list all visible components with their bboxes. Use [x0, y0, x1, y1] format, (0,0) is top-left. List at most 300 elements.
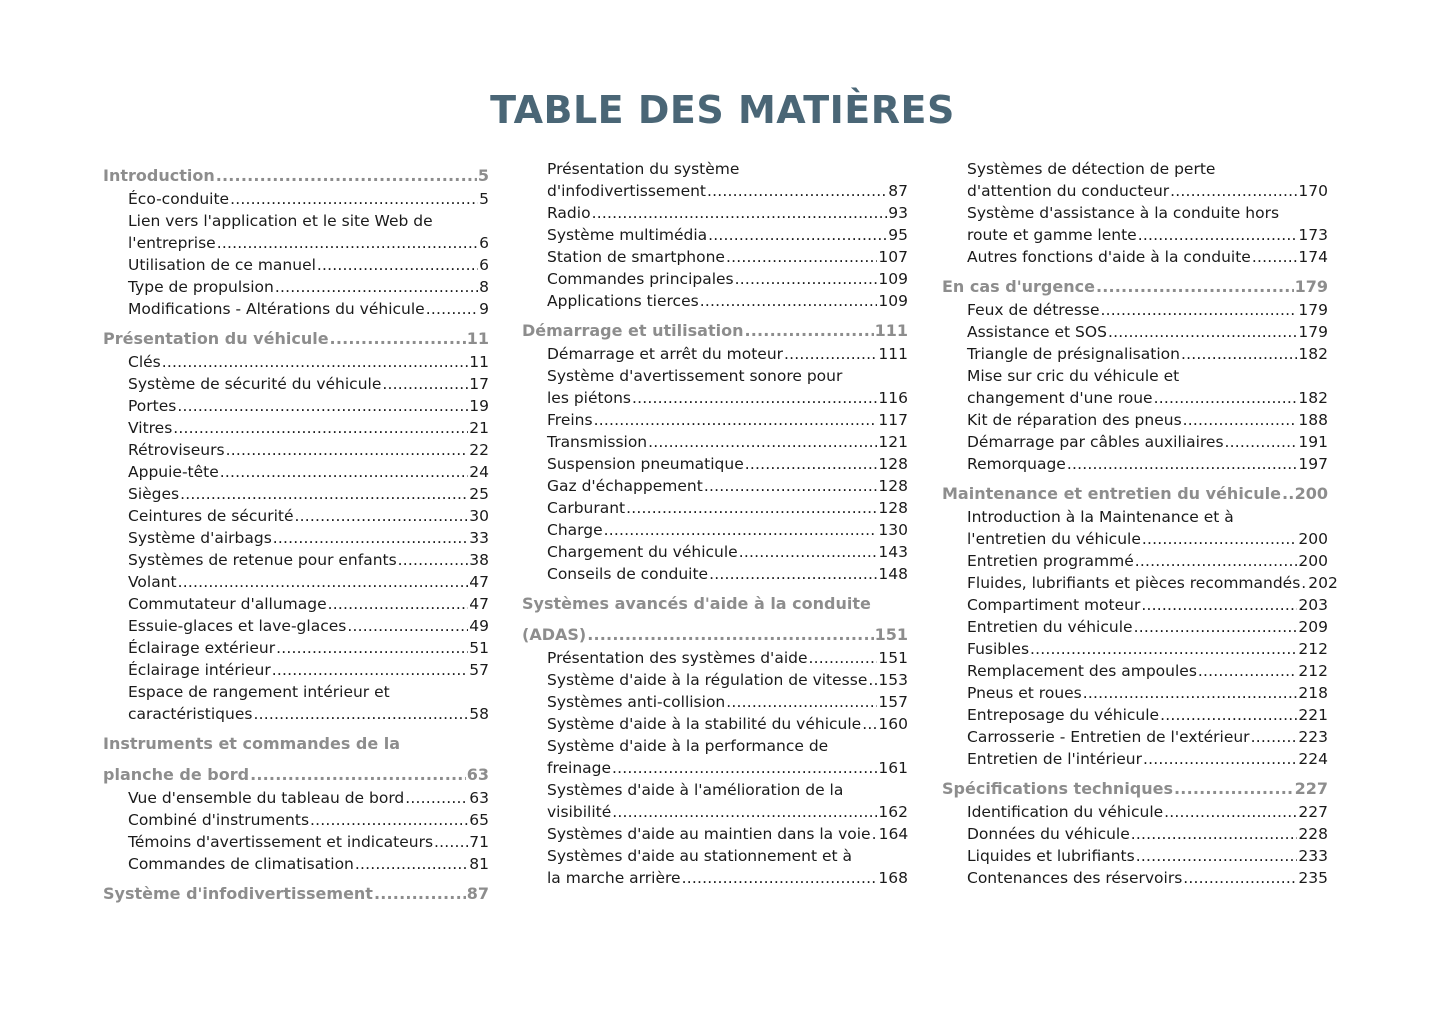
toc-item[interactable] [942, 387, 1328, 409]
toc-page-number: 8 [479, 278, 489, 296]
dot-leader [173, 417, 468, 439]
toc-page-number: 191 [1298, 433, 1328, 451]
toc-entry-label: Systèmes d'aide au maintien dans la voie [547, 825, 871, 843]
toc-entry-label: Pneus et roues [967, 684, 1082, 702]
toc-item[interactable] [522, 246, 908, 268]
toc-entry-label: Suspension pneumatique [547, 455, 744, 473]
toc-page-number: 107 [878, 248, 908, 266]
toc-item[interactable] [522, 563, 908, 585]
toc-page-number: 117 [878, 411, 908, 429]
toc-item[interactable] [942, 726, 1328, 748]
toc-entry-label: Données du véhicule [967, 825, 1130, 843]
toc-column-1 [103, 158, 489, 906]
dot-leader [398, 549, 469, 571]
toc-item-label-continued: Système d'assistance à la conduite hors [967, 204, 1280, 222]
toc-page-number: 19 [469, 397, 489, 415]
dot-leader [328, 593, 469, 615]
toc-item-label-continued: Système d'avertissement sonore pour [547, 367, 843, 385]
toc-item[interactable] [103, 298, 489, 320]
dot-leader [272, 659, 469, 681]
toc-item[interactable] [522, 713, 908, 735]
toc-item[interactable] [942, 431, 1328, 453]
toc-item[interactable] [103, 637, 489, 659]
dot-leader [426, 298, 478, 320]
toc-item[interactable] [522, 431, 908, 453]
toc-page-number: 168 [878, 869, 908, 887]
toc-item[interactable] [103, 505, 489, 527]
toc-item[interactable] [522, 541, 908, 563]
toc-entry-label: Système multimédia [547, 226, 708, 244]
toc-item[interactable] [103, 351, 489, 373]
toc-page-number: 188 [1298, 411, 1328, 429]
toc-page-number: 111 [878, 345, 908, 363]
toc-page-number: 6 [479, 256, 489, 274]
toc-item[interactable] [103, 831, 489, 853]
toc-item[interactable] [522, 224, 908, 246]
toc-item[interactable] [942, 453, 1328, 475]
dot-leader [382, 373, 468, 395]
dot-leader [1183, 409, 1298, 431]
toc-item[interactable] [103, 232, 489, 254]
toc-entry-label: Contenances des réservoirs [967, 869, 1183, 887]
toc-entry-label: En cas d'urgence [942, 277, 1095, 296]
toc-page-number: 218 [1298, 684, 1328, 702]
toc-item[interactable] [103, 461, 489, 483]
dot-leader [700, 290, 878, 312]
toc-item[interactable] [942, 801, 1328, 823]
toc-entry-label: Gaz d'échappement [547, 477, 703, 495]
toc-page-number: 63 [469, 789, 489, 807]
dot-leader [1134, 616, 1298, 638]
toc-page-number: 11 [466, 329, 489, 348]
toc-entry-label: Liquides et lubrifiants [967, 847, 1135, 865]
toc-page-number: 209 [1298, 618, 1328, 636]
toc-item[interactable] [942, 660, 1328, 682]
dot-leader [708, 224, 887, 246]
toc-item[interactable] [103, 703, 489, 725]
dot-leader [726, 246, 877, 268]
toc-page-number: 81 [469, 855, 489, 873]
toc-item[interactable] [942, 528, 1328, 550]
toc-entry-label: Charge [547, 521, 603, 539]
dot-leader [1164, 801, 1297, 823]
dot-leader [1135, 550, 1298, 572]
toc-entry-label: Type de propulsion [128, 278, 274, 296]
toc-section[interactable] [103, 327, 489, 351]
toc-item[interactable] [103, 853, 489, 875]
toc-page-number: 200 [1298, 552, 1328, 570]
toc-page-number: 128 [878, 477, 908, 495]
toc-item[interactable] [103, 417, 489, 439]
toc-item[interactable] [522, 801, 908, 823]
toc-item[interactable] [942, 845, 1328, 867]
toc-item[interactable] [942, 748, 1328, 770]
toc-entry-label: d'attention du conducteur [967, 182, 1170, 200]
dot-leader [374, 882, 466, 906]
dot-leader [177, 395, 468, 417]
dot-leader [872, 823, 878, 845]
toc-page-number: 109 [878, 270, 908, 288]
toc-item[interactable] [522, 647, 908, 669]
toc-entry-label: Vue d'ensemble du tableau de bord [128, 789, 405, 807]
toc-section[interactable] [103, 882, 489, 906]
dot-leader [1301, 572, 1307, 594]
page-title: TABLE DES MATIÈRES [490, 88, 955, 132]
dot-leader [220, 461, 468, 483]
toc-entry-label: Système d'airbags [128, 529, 272, 547]
toc-page-number: 179 [1298, 323, 1328, 341]
toc-item[interactable] [942, 343, 1328, 365]
dot-leader [355, 853, 468, 875]
toc-item[interactable] [942, 704, 1328, 726]
toc-item[interactable] [522, 453, 908, 475]
toc-entry-label: Triangle de présignalisation [967, 345, 1180, 363]
toc-entry-label: Système d'infodivertissement [103, 884, 373, 903]
toc-entry-label: Chargement du véhicule [547, 543, 738, 561]
toc-section[interactable] [522, 623, 908, 647]
toc-page-number: 233 [1298, 847, 1328, 865]
toc-section-heading[interactable]: Instruments et commandes de la [103, 734, 401, 753]
dot-leader [1181, 343, 1297, 365]
toc-item[interactable] [522, 867, 908, 889]
toc-item-label-continued: Système d'aide à la performance de [547, 737, 829, 755]
dot-leader [405, 787, 468, 809]
toc-page-number: 160 [878, 715, 908, 733]
toc-page-number: 21 [469, 419, 489, 437]
toc-item[interactable] [522, 180, 908, 202]
dot-leader [1252, 246, 1298, 268]
dot-leader [1154, 387, 1298, 409]
toc-item-label-continued: Espace de rangement intérieur et [128, 683, 390, 701]
dot-leader [216, 164, 477, 188]
dot-leader [276, 637, 468, 659]
dot-leader [1108, 321, 1297, 343]
dot-leader [612, 757, 877, 779]
toc-page-number: 173 [1298, 226, 1328, 244]
toc-item[interactable] [103, 373, 489, 395]
toc-item-label-continued: Lien vers l'application et le site Web de [128, 212, 433, 230]
toc-item[interactable] [103, 188, 489, 210]
toc-item[interactable] [942, 299, 1328, 321]
toc-entry-label: Entretien du véhicule [967, 618, 1133, 636]
toc-page-number: 179 [1294, 277, 1328, 296]
dot-leader [226, 439, 469, 461]
toc-item[interactable] [103, 571, 489, 593]
toc-entry-label: Système d'aide à la stabilité du véhicule [547, 715, 862, 733]
dot-leader [744, 319, 873, 343]
dot-leader [1067, 453, 1298, 475]
toc-entry-label: Compartiment moteur [967, 596, 1141, 614]
toc-item[interactable] [522, 202, 908, 224]
dot-leader [1282, 482, 1294, 506]
toc-entry-label: d'infodivertissement [547, 182, 707, 200]
dot-leader [230, 188, 478, 210]
toc-item[interactable] [103, 809, 489, 831]
toc-entry-label: Éclairage intérieur [128, 661, 271, 679]
toc-page-number: 6 [479, 234, 489, 252]
toc-page-number: 182 [1298, 345, 1328, 363]
toc-page-number: 224 [1298, 750, 1328, 768]
toc-entry-label: Feux de détresse [967, 301, 1100, 319]
toc-column-3 [942, 158, 1338, 889]
toc-item[interactable] [103, 615, 489, 637]
toc-page-number: 174 [1298, 248, 1328, 266]
toc-item[interactable] [942, 823, 1328, 845]
toc-item[interactable] [942, 550, 1328, 572]
toc-entry-label: Sièges [128, 485, 180, 503]
toc-entry-label: Fusibles [967, 640, 1030, 658]
toc-item[interactable] [103, 593, 489, 615]
toc-page-number: 157 [878, 693, 908, 711]
toc-entry-label: route et gamme lente [967, 226, 1137, 244]
dot-leader [594, 409, 878, 431]
dot-leader [612, 801, 877, 823]
toc-page-number: 17 [469, 375, 489, 393]
toc-page-number: 202 [1308, 574, 1338, 592]
dot-leader [1141, 594, 1297, 616]
toc-entry-label: Témoins d'avertissement et indicateurs [128, 833, 434, 851]
toc-page-number: 221 [1298, 706, 1328, 724]
toc-page-number: 162 [878, 803, 908, 821]
toc-item-label-continued: Systèmes d'aide au stationnement et à [547, 847, 852, 865]
toc-page-number: 235 [1298, 869, 1328, 887]
dot-leader [604, 519, 878, 541]
dot-leader [1142, 528, 1298, 550]
toc-page-number: 47 [469, 595, 489, 613]
toc-entry-label: Applications tierces [547, 292, 699, 310]
dot-leader [330, 327, 466, 351]
toc-entry-label: la marche arrière [547, 869, 681, 887]
toc-page-number: 71 [469, 833, 489, 851]
toc-section[interactable] [103, 164, 489, 188]
toc-page-number: 95 [888, 226, 908, 244]
toc-entry-label: Commutateur d'allumage [128, 595, 327, 613]
toc-entry-label: Entretien programmé [967, 552, 1134, 570]
toc-item[interactable] [522, 268, 908, 290]
toc-item[interactable] [942, 224, 1328, 246]
toc-page-number: 200 [1298, 530, 1328, 548]
toc-page-number: 51 [469, 639, 489, 657]
toc-page-number: 212 [1298, 662, 1328, 680]
toc-entry-label: Éco-conduite [128, 190, 230, 208]
toc-page-number: 227 [1294, 779, 1328, 798]
toc-entry-label: Combiné d'instruments [128, 811, 310, 829]
toc-entry-label: Système de sécurité du véhicule [128, 375, 382, 393]
toc-page-number: 49 [469, 617, 489, 635]
dot-leader [275, 276, 478, 298]
toc-entry-label: caractéristiques [128, 705, 253, 723]
toc-entry-label: Fluides, lubrifiants et pièces recommandés [967, 574, 1301, 592]
toc-page-number: 116 [878, 389, 908, 407]
toc-item[interactable] [522, 691, 908, 713]
toc-item[interactable] [522, 757, 908, 779]
dot-leader [682, 867, 878, 889]
toc-item[interactable] [942, 638, 1328, 660]
toc-section-heading[interactable]: Systèmes avancés d'aide à la conduite [522, 594, 871, 613]
dot-leader [709, 563, 877, 585]
toc-entry-label: Appuie-tête [128, 463, 219, 481]
toc-entry-label: Transmission [547, 433, 648, 451]
toc-item[interactable] [942, 682, 1328, 704]
toc-item-label-continued: Introduction à la Maintenance et à [967, 508, 1234, 526]
toc-page-number: 182 [1298, 389, 1328, 407]
toc-entry-label: Autres fonctions d'aide à la conduite [967, 248, 1251, 266]
toc-entry-label: Remorquage [967, 455, 1066, 473]
toc-entry-label: Éclairage extérieur [128, 639, 276, 657]
toc-entry-label: Démarrage et arrêt du moteur [547, 345, 784, 363]
dot-leader [434, 831, 468, 853]
toc-entry-label: Carrosserie - Entretien de l'extérieur [967, 728, 1250, 746]
toc-item-label-continued: Systèmes d'aide à l'amélioration de la [547, 781, 844, 799]
toc-section[interactable] [942, 482, 1328, 506]
toc-item[interactable] [103, 659, 489, 681]
toc-item[interactable] [522, 290, 908, 312]
toc-item[interactable] [942, 616, 1328, 638]
dot-leader [587, 623, 873, 647]
toc-entry-label: Station de smartphone [547, 248, 725, 266]
dot-leader [1183, 867, 1297, 889]
dot-leader [1160, 704, 1297, 726]
toc-entry-label: Remplacement des ampoules [967, 662, 1197, 680]
toc-entry-label: Démarrage par câbles auxiliaires [967, 433, 1224, 451]
toc-item[interactable] [103, 254, 489, 276]
toc-section[interactable] [942, 275, 1328, 299]
dot-leader [1096, 275, 1294, 299]
dot-leader [317, 254, 478, 276]
toc-entry-label: Vitres [128, 419, 173, 437]
toc-page-number: 143 [878, 543, 908, 561]
toc-entry-label: Commandes principales [547, 270, 734, 288]
toc-item[interactable] [103, 439, 489, 461]
toc-entry-label: Freins [547, 411, 593, 429]
toc-page-number: 87 [466, 884, 489, 903]
toc-entry-label: Volant [128, 573, 177, 591]
dot-leader [739, 541, 878, 563]
toc-entry-label: Commandes de climatisation [128, 855, 354, 873]
toc-entry-label: Modifications - Altérations du véhicule [128, 300, 425, 318]
toc-page-number: 151 [878, 649, 908, 667]
dot-leader [626, 497, 877, 519]
dot-leader [180, 483, 468, 505]
dot-leader [1143, 748, 1297, 770]
toc-item[interactable] [522, 409, 908, 431]
toc-entry-label: changement d'une roue [967, 389, 1153, 407]
dot-leader [784, 343, 877, 365]
toc-entry-label: Présentation des systèmes d'aide [547, 649, 808, 667]
dot-leader [178, 571, 469, 593]
toc-item-label-continued: Systèmes de détection de perte [967, 160, 1216, 178]
dot-leader [217, 232, 478, 254]
toc-page-number: 179 [1298, 301, 1328, 319]
toc-item[interactable] [522, 343, 908, 365]
toc-item[interactable] [103, 527, 489, 549]
dot-leader [1170, 180, 1297, 202]
toc-page-number: 128 [878, 455, 908, 473]
toc-item[interactable] [942, 180, 1328, 202]
toc-page-number: 5 [477, 166, 489, 185]
dot-leader [1131, 823, 1298, 845]
toc-item[interactable] [942, 594, 1328, 616]
toc-page-number: 5 [479, 190, 489, 208]
toc-entry-label: Démarrage et utilisation [522, 321, 744, 340]
toc-entry-label: Clés [128, 353, 161, 371]
toc-page-number: 38 [469, 551, 489, 569]
dot-leader [1225, 431, 1298, 453]
toc-page-number: 63 [466, 765, 489, 784]
toc-page-number: 65 [469, 811, 489, 829]
toc-entry-label: Spécifications techniques [942, 779, 1174, 798]
toc-page-number: 170 [1298, 182, 1328, 200]
toc-column-2 [522, 158, 908, 889]
toc-item[interactable] [522, 669, 908, 691]
dot-leader [310, 809, 468, 831]
dot-leader [868, 669, 877, 691]
toc-item[interactable] [522, 387, 908, 409]
toc-item[interactable] [103, 276, 489, 298]
toc-entry-label: Essuie-glaces et lave-glaces [128, 617, 347, 635]
dot-leader [1101, 299, 1298, 321]
toc-item-label-continued: Mise sur cric du véhicule et [967, 367, 1180, 385]
toc-item[interactable] [942, 572, 1338, 594]
toc-item[interactable] [522, 823, 908, 845]
toc-item[interactable] [522, 475, 908, 497]
dot-leader [1251, 726, 1298, 748]
toc-page-number: 203 [1298, 596, 1328, 614]
toc-item[interactable] [942, 246, 1328, 268]
toc-entry-label: planche de bord [103, 765, 250, 784]
toc-entry-label: Entreposage du véhicule [967, 706, 1160, 724]
toc-item[interactable] [103, 483, 489, 505]
toc-page-number: 223 [1298, 728, 1328, 746]
toc-item[interactable] [942, 409, 1328, 431]
toc-section[interactable] [942, 777, 1328, 801]
toc-entry-label: Identification du véhicule [967, 803, 1164, 821]
dot-leader [295, 505, 469, 527]
dot-leader [273, 527, 468, 549]
toc-item[interactable] [942, 321, 1328, 343]
toc-item[interactable] [103, 395, 489, 417]
toc-item[interactable] [522, 497, 908, 519]
toc-page-number: 58 [469, 705, 489, 723]
toc-page-number: 9 [479, 300, 489, 318]
toc-entry-label: (ADAS) [522, 625, 587, 644]
toc-item[interactable] [942, 867, 1328, 889]
toc-item[interactable] [522, 519, 908, 541]
toc-page-number: 151 [874, 625, 908, 644]
toc-entry-label: Assistance et SOS [967, 323, 1107, 341]
dot-leader [632, 387, 877, 409]
toc-entry-label: freinage [547, 759, 612, 777]
toc-entry-label: Introduction [103, 166, 215, 185]
toc-page-number: 148 [878, 565, 908, 583]
dot-leader [735, 268, 878, 290]
toc-page-number: 47 [469, 573, 489, 591]
toc-item[interactable] [103, 549, 489, 571]
toc-page-number: 197 [1298, 455, 1328, 473]
toc-entry-label: l'entreprise [128, 234, 216, 252]
toc-page-number: 153 [878, 671, 908, 689]
toc-item[interactable] [103, 787, 489, 809]
dot-leader [726, 691, 877, 713]
dot-leader [1083, 682, 1298, 704]
dot-leader [253, 703, 468, 725]
toc-section[interactable] [522, 319, 908, 343]
toc-entry-label: Maintenance et entretien du véhicule [942, 484, 1282, 503]
dot-leader [862, 713, 877, 735]
dot-leader [648, 431, 877, 453]
toc-section[interactable] [103, 763, 489, 787]
toc-entry-label: Système d'aide à la régulation de vitesse [547, 671, 868, 689]
